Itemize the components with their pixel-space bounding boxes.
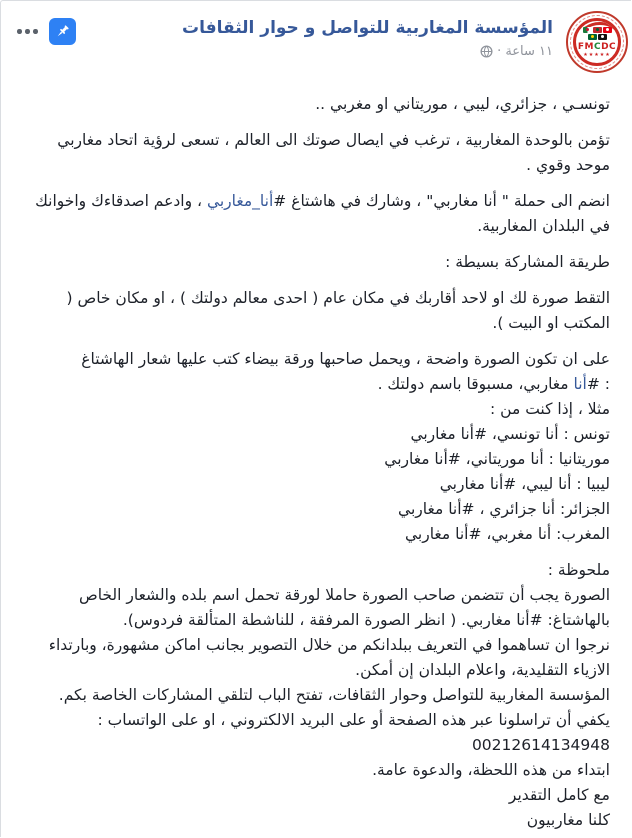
pushpin-icon (54, 23, 71, 40)
post-paragraph (22, 189, 610, 239)
page-name-link[interactable]: المؤسسة المغاربية للتواصل و حوار الثقافات (182, 18, 553, 38)
text-run: المؤسسة المغاربية للتواصل وحوار الثقافات، تفتح الباب لتلقي المشاركات الخاصة بكم. (58, 686, 610, 704)
post-line (22, 250, 610, 275)
logo-stars: ★★★★★ (583, 51, 611, 58)
meta-separator: · (497, 44, 502, 59)
post-timestamp[interactable]: ١١ ساعة (505, 44, 553, 59)
post-line (22, 472, 610, 497)
post-header-text (97, 16, 553, 59)
post-line (22, 633, 610, 683)
post-paragraph (22, 92, 610, 117)
text-run: ليبيا : أنا ليبي، #أنا مغاربي (439, 475, 610, 493)
flag-libya-icon (598, 34, 607, 40)
post-paragraph (22, 250, 610, 275)
text-run: ملحوظة : (547, 561, 610, 579)
page-logo (573, 18, 621, 66)
text-run: 00212614134948 (471, 736, 610, 754)
post-header-controls (15, 18, 76, 45)
text-run: مع كامل التقدير (508, 786, 610, 804)
post-line (22, 422, 610, 447)
post-line (22, 708, 610, 733)
post-line (22, 497, 610, 522)
post-line (22, 397, 610, 422)
logo-letters: DC (601, 41, 617, 52)
logo-flags-top (583, 27, 612, 33)
text-run: تونس : أنا تونسي، #أنا مغاربي (410, 425, 610, 443)
text-run: ابتداء من هذه اللحظة، والدعوة عامة. (372, 761, 610, 779)
text-run: تونسـي ، جزائري، ليبي ، موريتاني او مغربي .. (315, 95, 610, 113)
dot (33, 29, 38, 34)
post-body (1, 86, 631, 833)
text-run: مغاربي، مسبوقا باسم دولتك . (377, 375, 574, 393)
text-run: على ان تكون الصورة واضحة ، ويحمل صاحبها ورقة بيضاء كتب عليها شعار الهاشتاغ (81, 350, 610, 368)
text-run: موريتانيا : أنا موريتاني، #أنا مغاربي (384, 450, 610, 468)
text-run: ، وادعم اصدقاءك واخوانك في البلدان المغاربية. (35, 192, 610, 235)
post-meta (97, 44, 553, 59)
text-run: الجزائر: أنا جزائري ، #أنا مغاربي (398, 500, 610, 518)
text-run: نرجوا ان تساهموا في التعريف ببلدانكم من خلال التصوير بجانب اماكن مشهورة، وبارتداء الازياء التقليدية، واعلام البلدان إن أمكن. (48, 636, 610, 679)
text-run: كلنا مغاربيون (526, 811, 610, 829)
hashtag-link[interactable]: أنا_مغاربي (206, 192, 274, 210)
post-paragraph (22, 347, 610, 547)
flag-algeria-icon (583, 27, 592, 33)
dot (25, 29, 30, 34)
text-run: المغرب: أنا مغربي، #أنا مغاربي (404, 525, 610, 543)
flag-tunisia-icon (603, 27, 612, 33)
post-line (22, 808, 610, 833)
post-line (22, 347, 610, 372)
post-line (22, 286, 610, 336)
post-line (22, 783, 610, 808)
dot (17, 29, 22, 34)
post-paragraph (22, 558, 610, 833)
flag-mauritania-icon (588, 34, 597, 40)
privacy-globe-icon (480, 45, 493, 58)
post-line (22, 128, 610, 178)
post-line (22, 558, 610, 583)
logo-letters: FM (577, 41, 594, 52)
text-run: التقط صورة لك او لاحد أقاربك في مكان عام ( احدى معالم دولتك ) ، او مكان خاص ( المكتب او البيت ). (66, 289, 610, 332)
text-run: طريقة المشاركة بسيطة : (445, 253, 610, 271)
post-line (22, 92, 610, 117)
text-run: # (273, 192, 287, 210)
post-line (22, 758, 610, 783)
logo-flags-bottom (588, 34, 607, 40)
page-avatar[interactable] (566, 11, 628, 73)
post-line (22, 583, 610, 633)
text-run: تؤمن بالوحدة المغاربية ، ترغب في ايصال صوتك الى العالم ، تسعى لرؤية اتحاد مغاربي موحد وقوي . (57, 131, 610, 174)
post-line (22, 447, 610, 472)
post-line (22, 522, 610, 547)
post-paragraph (22, 286, 610, 336)
post-line (22, 733, 610, 758)
text-run: يكفي أن تراسلونا عبر هذه الصفحة أو على البريد الالكتروني ، او على الواتساب : (97, 711, 610, 729)
post-line (22, 372, 610, 397)
text-run: : # (586, 375, 610, 393)
logo-letter-mid: C (593, 41, 602, 52)
post-line (22, 189, 610, 239)
post-paragraph (22, 128, 610, 178)
post-header (1, 1, 631, 86)
text-run: انضم الى حملة " أنا مغاربي" ، وشارك في هاشتاغ (286, 192, 610, 210)
text-run: مثلا ، إذا كنت من : (490, 400, 610, 418)
pinned-post-badge (49, 18, 76, 45)
hashtag-link[interactable]: أنا (573, 375, 587, 393)
text-run: الصورة يجب أن تتضمن صاحب الصورة حاملا لورقة تحمل اسم بلده والشعار الخاص بالهاشتاغ: #أنا مغاربي. ( انظر الصورة المرفقة ، للناشطة المتألقة فردوس). (78, 586, 610, 629)
flag-morocco-icon (593, 27, 602, 33)
more-options-button[interactable] (15, 23, 40, 40)
post-line (22, 683, 610, 708)
